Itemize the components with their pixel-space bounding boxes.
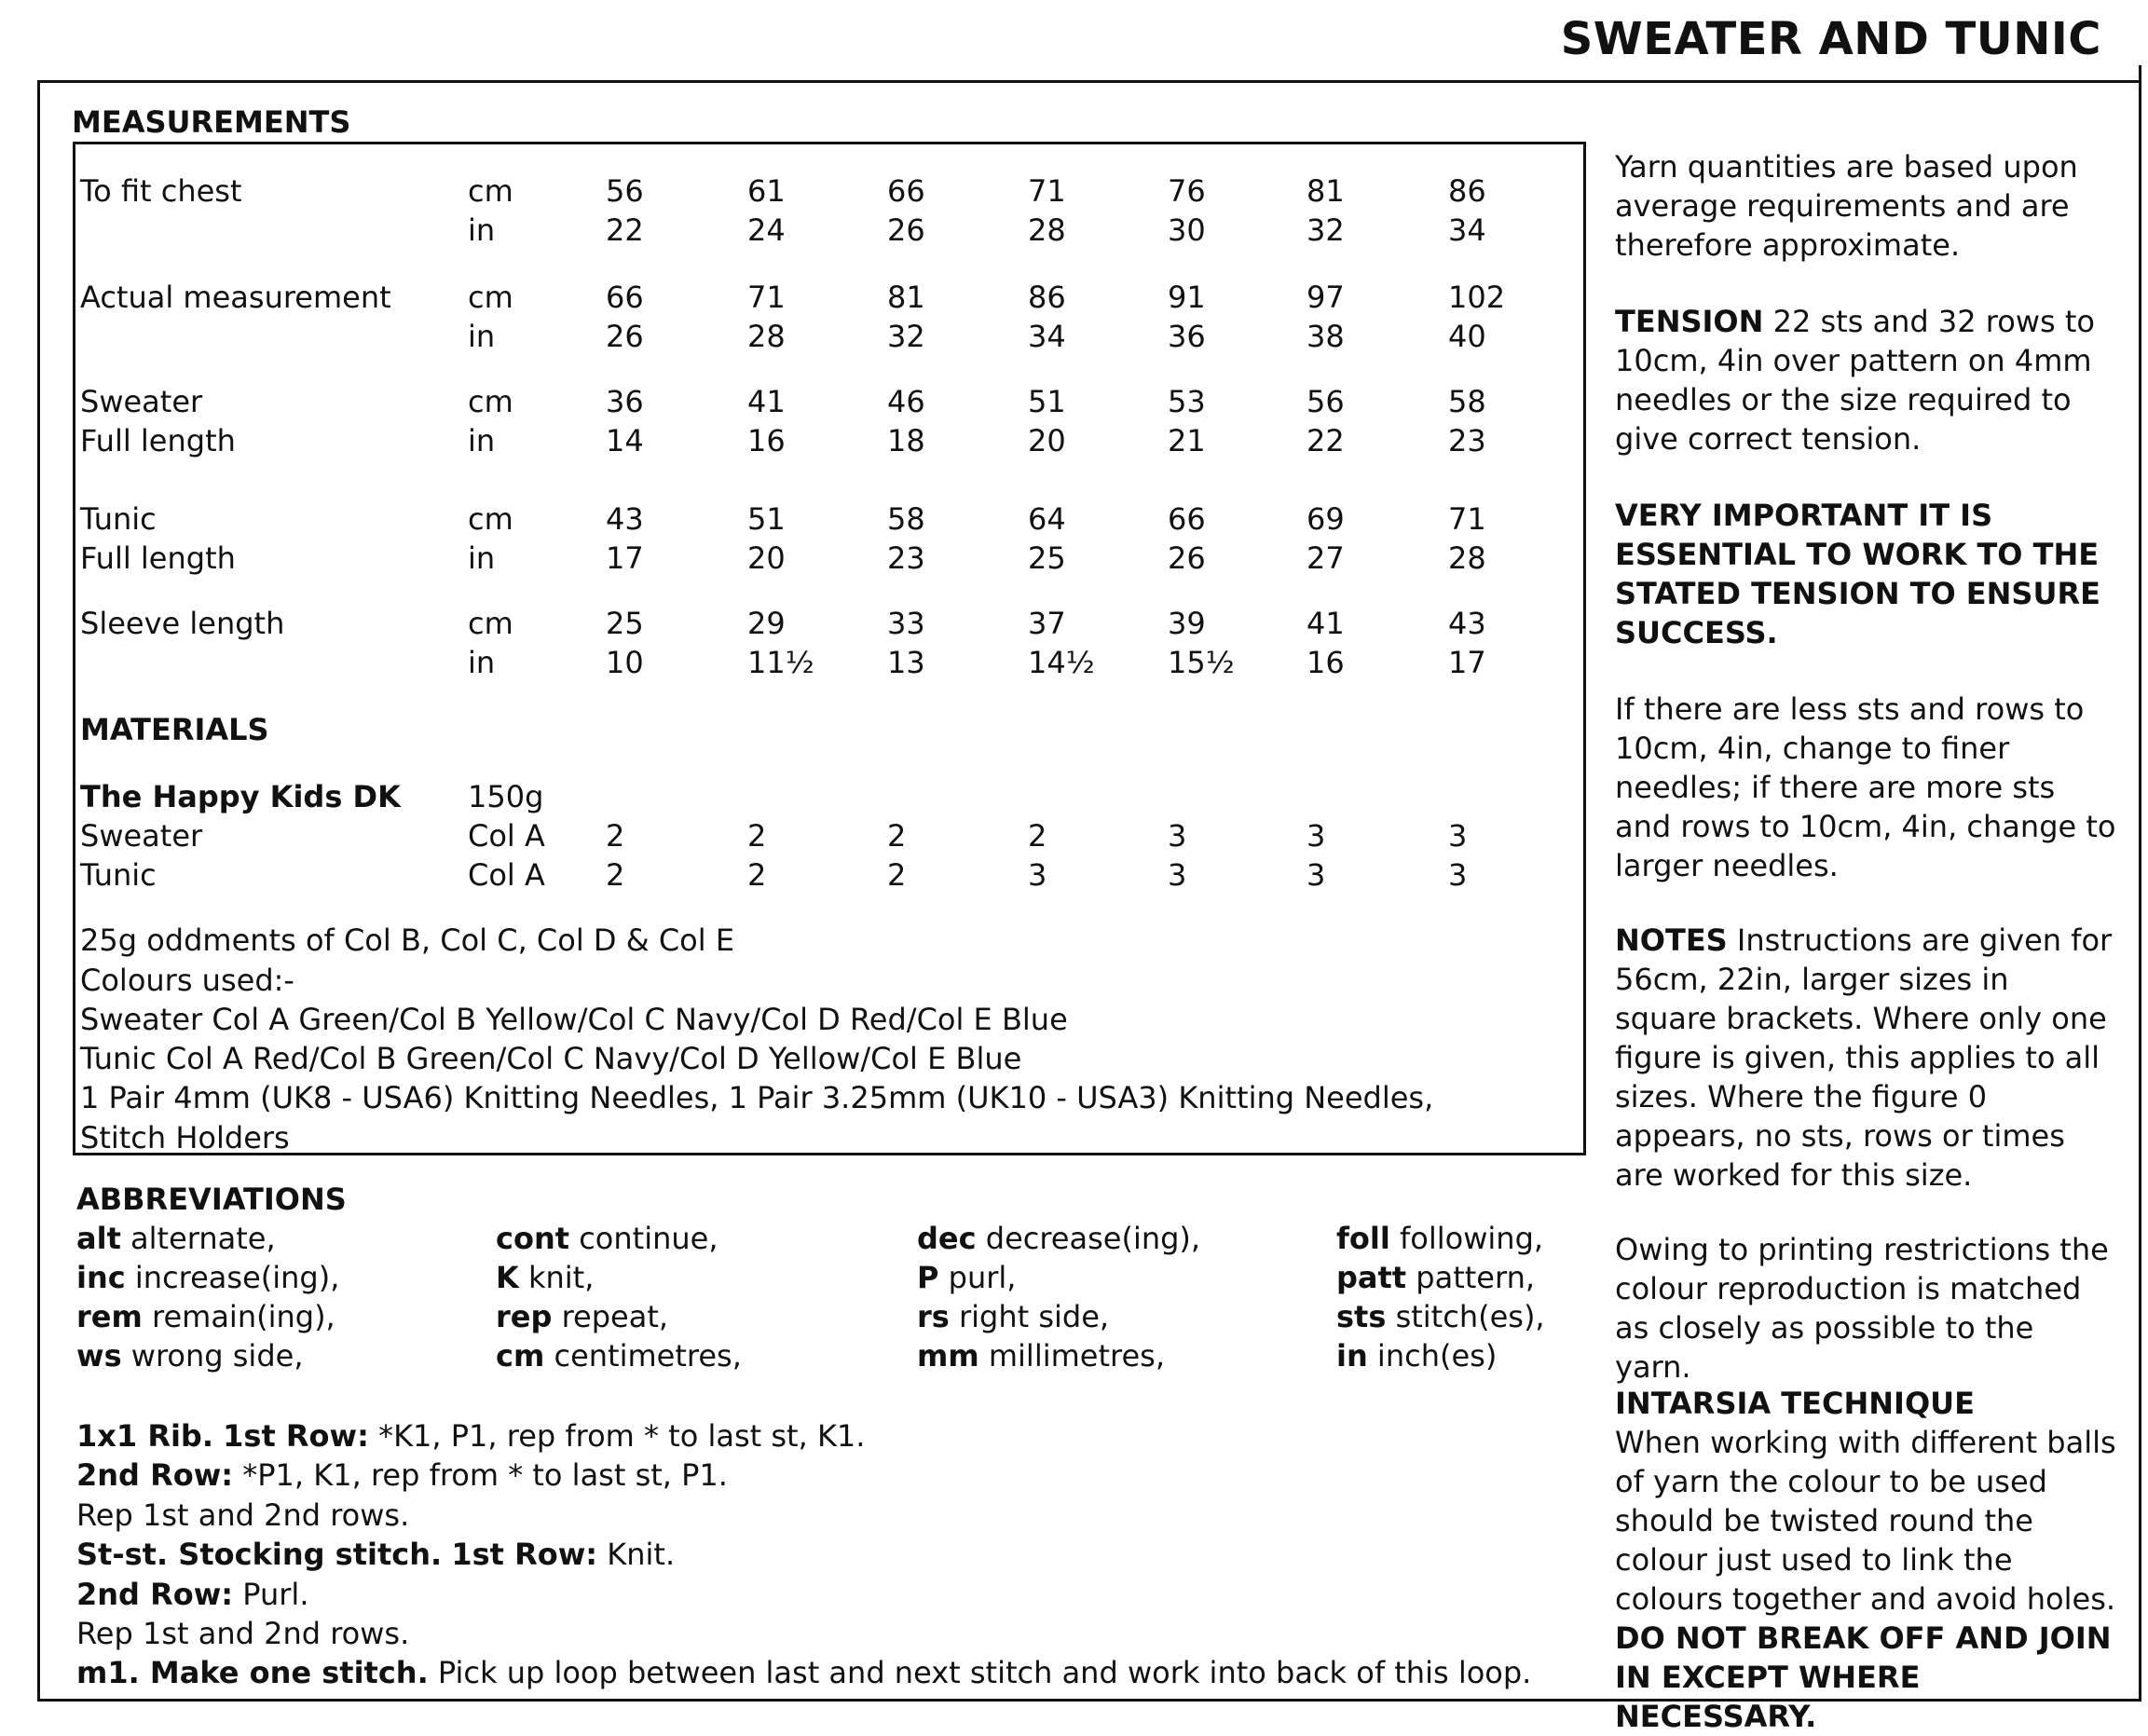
meas-value-cm: 86 [1448,173,1486,209]
meas-unit-cm: cm [468,501,513,537]
yarn-quantity-note [1615,147,2118,265]
abbreviation-definition: stitch(es), [1395,1299,1545,1334]
meas-value-in: 32 [887,319,925,354]
meas-row-label: Actual measurement [80,280,391,315]
abbreviation-entry [76,1299,335,1334]
meas-value-cm: 51 [1028,384,1066,419]
meas-value-cm: 53 [1168,384,1206,419]
material-ball-count: 2 [747,818,767,854]
meas-value-cm: 39 [1168,606,1206,641]
meas-value-in: 23 [1448,423,1486,458]
meas-unit-cm: cm [468,384,513,419]
oddments-line: 25g oddments of Col B, Col C, Col D & Col E [80,923,735,958]
meas-value-cm: 58 [887,501,925,537]
meas-row-label: To fit chest [80,173,242,209]
meas-value-cm: 69 [1307,501,1345,537]
meas-value-in: 28 [747,319,786,354]
meas-value-in: 27 [1307,540,1345,576]
meas-value-cm: 71 [747,280,786,315]
meas-value-cm: 97 [1307,280,1345,315]
abbreviation-term: cont [496,1221,570,1256]
abbreviation-definition: remain(ing), [152,1299,335,1334]
meas-value-in: 34 [1448,212,1486,248]
abbreviation-term: rem [76,1299,143,1334]
meas-value-in: 24 [747,212,786,248]
abbreviation-term: cm [496,1338,545,1374]
abbreviation-term: mm [917,1338,979,1374]
meas-unit-cm: cm [468,173,513,209]
meas-row-label2: Full length [80,540,236,576]
notes-text: Instructions are given for 56cm, 22in, larger sizes in square brackets. Where only one figure is given, this applies to all sizes. Where the figure 0 appears, no sts, rows or times are worked for this size. [1615,923,2113,1193]
printing-text: Owing to printing restrictions the colour reproduction is matched as closely as possible to the yarn. [1615,1232,2109,1385]
stocking-row2 [76,1577,308,1612]
abbreviation-definition: inch(es) [1376,1338,1498,1374]
abbreviation-definition: alternate, [130,1221,276,1256]
meas-value-cm: 29 [747,606,786,641]
abbreviation-term: foll [1336,1221,1390,1256]
rib-row1-label: 1st Row: [223,1418,369,1454]
meas-value-cm: 81 [1307,173,1345,209]
meas-row-label: Tunic [80,501,157,537]
intarsia-heading: INTARSIA TECHNIQUE [1615,1386,1975,1421]
meas-value-in: 13 [887,645,925,680]
printing-note [1615,1230,2118,1387]
abbreviation-entry [76,1221,276,1256]
material-ball-count: 2 [887,857,907,893]
material-col-label: Col A [468,857,545,893]
meas-value-cm: 56 [606,173,644,209]
meas-value-cm: 66 [1168,501,1206,537]
meas-value-in: 32 [1307,212,1345,248]
meas-value-in: 21 [1168,423,1206,458]
material-ball-count: 2 [606,818,625,854]
material-row-label: Sweater [80,818,203,854]
meas-value-cm: 46 [887,384,925,419]
tension-advice-text: If there are less sts and rows to 10cm, 4in, change to finer needles; if there are more sts and rows to 10cm, 4in, change to larger needles. [1615,691,2116,883]
meas-value-cm: 91 [1168,280,1206,315]
abbreviation-term: sts [1336,1299,1387,1334]
stocking-row1-text: Knit. [597,1537,676,1572]
abbreviation-entry [496,1338,742,1374]
intarsia-warning: DO NOT BREAK OFF AND JOIN IN EXCEPT WHERE NECESSARY. [1615,1620,2112,1734]
meas-value-in: 23 [887,540,925,576]
meas-value-in: 18 [887,423,925,458]
meas-value-cm: 33 [887,606,925,641]
page-title: SWEATER AND TUNIC [1560,13,2101,65]
meas-value-cm: 71 [1448,501,1486,537]
abbreviation-term: in [1336,1338,1368,1374]
meas-value-in: 14 [606,423,644,458]
abbreviation-term: alt [76,1221,121,1256]
meas-value-cm: 58 [1448,384,1486,419]
tension-text: 22 sts and 32 rows to 10cm, 4in over pattern on 4mm needles or the size required to give correct tension. [1615,304,2095,457]
abbreviation-term: P [917,1260,939,1295]
meas-unit-in: in [468,645,496,680]
abbreviation-entry [496,1260,594,1295]
abbreviation-definition: decrease(ing), [985,1221,1201,1256]
meas-row-label: Sleeve length [80,606,285,641]
abbreviation-entry [917,1299,1109,1334]
meas-unit-in: in [468,319,496,354]
abbreviations-heading: ABBREVIATIONS [76,1182,347,1217]
meas-row-label2: Full length [80,423,236,458]
meas-value-cm: 81 [887,280,925,315]
material-ball-count: 3 [1307,818,1326,854]
meas-value-cm: 71 [1028,173,1066,209]
abbreviation-definition: increase(ing), [134,1260,340,1295]
material-ball-count: 2 [1028,818,1047,854]
stocking-row2-label: 2nd Row: [76,1577,234,1612]
material-ball-count: 3 [1448,857,1468,893]
needles-line: 1 Pair 4mm (UK8 - USA6) Knitting Needles, 1 Pair 3.25mm (UK10 - USA3) Knitting Needles, [80,1080,1434,1115]
stocking-title: St-st. Stocking stitch. [76,1537,443,1572]
meas-value-in: 17 [606,540,644,576]
meas-value-in: 15½ [1168,645,1235,680]
tension-label: TENSION [1615,304,1764,339]
sweater-colours-line: Sweater Col A Green/Col B Yellow/Col C Navy/Col D Red/Col E Blue [80,1002,1068,1037]
meas-value-in: 11½ [747,645,814,680]
meas-unit-cm: cm [468,606,513,641]
rib-title: 1x1 Rib. [76,1418,213,1454]
tension-note [1615,302,2118,458]
material-ball-count: 3 [1168,857,1187,893]
abbreviation-entry [1336,1221,1543,1256]
meas-value-cm: 64 [1028,501,1066,537]
meas-unit-cm: cm [468,280,513,315]
meas-value-in: 26 [1168,540,1206,576]
abbreviation-term: ws [76,1338,122,1374]
notes-label: NOTES [1615,923,1728,958]
abbreviation-entry [76,1338,303,1374]
meas-value-in: 26 [606,319,644,354]
meas-value-in: 22 [1307,423,1345,458]
meas-value-cm: 25 [606,606,644,641]
abbreviation-entry [1336,1260,1535,1295]
abbreviation-definition: centimetres, [554,1338,742,1374]
abbreviation-definition: repeat, [561,1299,669,1334]
yarn-weight: 150g [468,779,544,814]
meas-value-in: 30 [1168,212,1206,248]
stocking-row2-text: Purl. [233,1577,309,1612]
outer-frame-right-edge [2139,65,2141,1702]
abbreviation-entry [76,1260,339,1295]
meas-value-in: 20 [1028,423,1066,458]
meas-value-in: 22 [606,212,644,248]
abbreviation-entry [1336,1299,1545,1334]
meas-value-in: 17 [1448,645,1486,680]
stocking-repeat: Rep 1st and 2nd rows. [76,1616,410,1651]
meas-value-in: 28 [1448,540,1486,576]
important-text: VERY IMPORTANT IT IS ESSENTIAL TO WORK TO THE STATED TENSION TO ENSURE SUCCESS. [1615,498,2100,650]
meas-value-cm: 102 [1448,280,1506,315]
notes-section [1615,921,2118,1195]
abbreviation-term: inc [76,1260,126,1295]
meas-value-in: 25 [1028,540,1066,576]
abbreviation-definition: wrong side, [130,1338,304,1374]
meas-value-cm: 37 [1028,606,1066,641]
rib-row2 [76,1457,728,1493]
intarsia-text: When working with different balls of yarn the colour to be used should be twisted round the colour just used to link the colours together and avoid holes. [1615,1425,2116,1617]
meas-value-cm: 41 [1307,606,1345,641]
meas-value-cm: 86 [1028,280,1066,315]
meas-value-in: 36 [1168,319,1206,354]
abbreviation-entry [496,1221,718,1256]
abbreviation-definition: knit, [527,1260,595,1295]
meas-value-in: 40 [1448,319,1486,354]
meas-unit-in: in [468,423,496,458]
meas-value-in: 16 [747,423,786,458]
abbreviation-term: rep [496,1299,553,1334]
meas-value-in: 10 [606,645,644,680]
meas-value-in: 20 [747,540,786,576]
materials-heading: MATERIALS [80,712,269,747]
material-col-label: Col A [468,818,545,854]
abbreviation-term: dec [917,1221,977,1256]
abbreviation-definition: right side, [959,1299,1110,1334]
material-ball-count: 3 [1307,857,1326,893]
material-ball-count: 3 [1448,818,1468,854]
meas-value-in: 14½ [1028,645,1095,680]
material-ball-count: 3 [1168,818,1187,854]
abbreviation-entry [1336,1338,1497,1374]
rib-row2-label: 2nd Row: [76,1457,234,1493]
meas-unit-in: in [468,212,496,248]
meas-value-cm: 76 [1168,173,1206,209]
rib-repeat: Rep 1st and 2nd rows. [76,1497,410,1533]
abbreviation-term: K [496,1260,519,1295]
tunic-colours-line: Tunic Col A Red/Col B Green/Col C Navy/Col D Yellow/Col E Blue [80,1041,1022,1076]
abbreviation-definition: purl, [948,1260,1017,1295]
material-ball-count: 2 [887,818,907,854]
meas-value-cm: 56 [1307,384,1345,419]
stocking-row1 [76,1537,675,1572]
meas-value-cm: 36 [606,384,644,419]
important-note [1615,496,2118,652]
material-ball-count: 2 [606,857,625,893]
colours-used-line: Colours used:- [80,963,294,998]
tension-advice [1615,690,2118,885]
meas-value-in: 38 [1307,319,1345,354]
meas-value-in: 26 [887,212,925,248]
material-ball-count: 2 [747,857,767,893]
meas-value-cm: 66 [606,280,644,315]
measurements-heading: MEASUREMENTS [72,104,351,140]
rib-row1 [76,1418,865,1454]
abbreviation-definition: following, [1400,1221,1544,1256]
abbreviation-definition: pattern, [1416,1260,1536,1295]
rib-row2-text: *P1, K1, rep from * to last st, P1. [233,1457,728,1493]
meas-value-cm: 61 [747,173,786,209]
abbreviation-definition: millimetres, [988,1338,1165,1374]
meas-value-cm: 66 [887,173,925,209]
meas-value-in: 16 [1307,645,1345,680]
m1-text: Pick up loop between last and next stitch and work into back of this loop. [428,1655,1532,1690]
meas-value-in: 34 [1028,319,1066,354]
meas-unit-in: in [468,540,496,576]
stocking-row1-label: 1st Row: [451,1537,598,1572]
meas-row-label: Sweater [80,384,203,419]
yarn-name: The Happy Kids DK [80,779,401,814]
rib-row1-text: *K1, P1, rep from * to last st, K1. [368,1418,866,1454]
abbreviation-entry [917,1338,1165,1374]
abbreviation-definition: continue, [579,1221,718,1256]
abbreviation-term: rs [917,1299,950,1334]
meas-value-cm: 41 [747,384,786,419]
yarn-quantity-text: Yarn quantities are based upon average requirements and are therefore approximate. [1615,149,2078,263]
stitch-holders-line: Stitch Holders [80,1120,290,1155]
intarsia-section [1615,1384,2118,1736]
meas-value-cm: 51 [747,501,786,537]
abbreviation-entry [917,1221,1200,1256]
m1-line [76,1655,1531,1690]
abbreviation-term: patt [1336,1260,1407,1295]
m1-title: m1. Make one stitch. [76,1655,429,1690]
abbreviation-entry [496,1299,668,1334]
meas-value-in: 28 [1028,212,1066,248]
abbreviation-entry [917,1260,1016,1295]
meas-value-cm: 43 [606,501,644,537]
meas-value-cm: 43 [1448,606,1486,641]
material-row-label: Tunic [80,857,157,893]
material-ball-count: 3 [1028,857,1047,893]
